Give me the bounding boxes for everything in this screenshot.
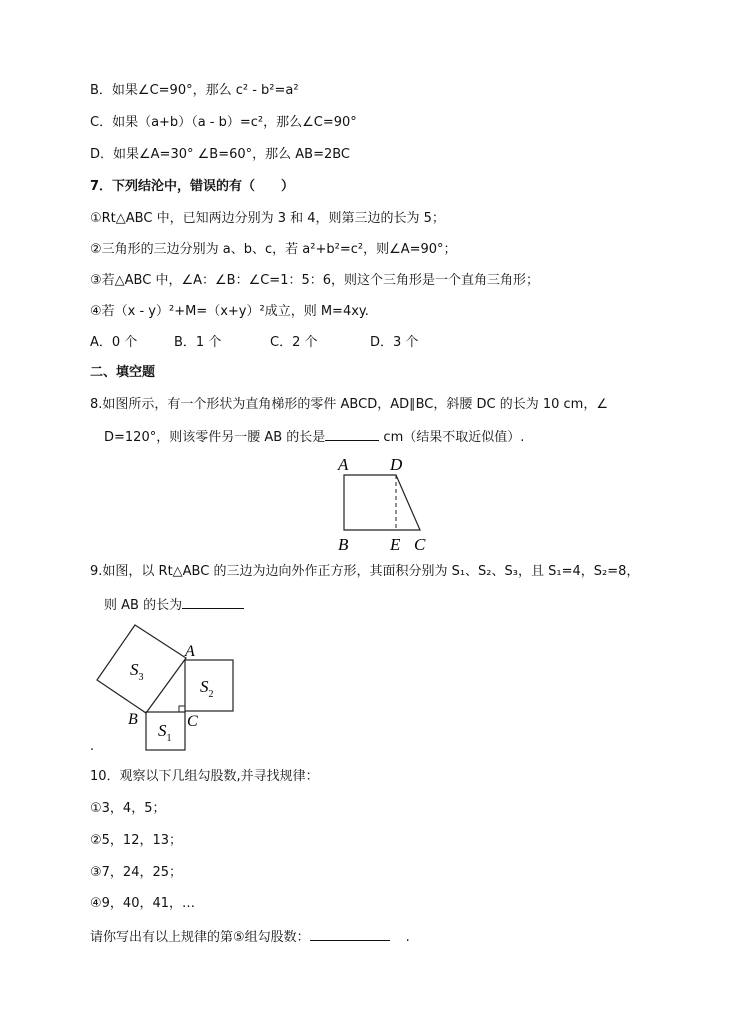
q10-question	[90, 927, 410, 947]
q7-stem: 7．下列结沦中，错误的有（ ）	[90, 179, 295, 194]
q7-statement-3: ③若△ABC 中，∠A：∠B：∠C=1：5：6，则这个三角形是一个直角三角形；	[90, 273, 540, 288]
square-s2	[185, 660, 233, 711]
right-angle-marker	[179, 706, 185, 712]
q10-row-4: ④9，40，41，…	[90, 896, 196, 911]
label-s2: $S_2$	[200, 677, 214, 700]
label-s1: $S_1$	[158, 721, 172, 744]
q7-statement-4: ④若（x - y）²+M=（x+y）²成立，则 M=4xy.	[90, 304, 369, 319]
q7-option-b: B．1 个	[174, 335, 222, 350]
q8-answer-blank[interactable]	[325, 427, 379, 441]
q8-line-1: 8.如图所示，有一个形状为直角梯形的零件 ABCD，AD∥BC，斜腰 DC 的长为 10 cm，∠	[90, 397, 609, 412]
label-b: B	[128, 711, 138, 728]
label-c: C	[187, 713, 198, 730]
label-c: C	[414, 535, 426, 554]
q9-line-1: 9.如图，以 Rt△ABC 的三边为边向外作正方形，其面积分别为 S₁、S₂、S₃，且 S₁=4，S₂=8，	[90, 564, 640, 579]
q7-statement-1: ①Rt△ABC 中，已知两边分别为 3 和 4，则第三边的长为 5；	[90, 211, 445, 226]
q8-line-2-text: D=120°，则该零件另一腰 AB 的长是	[104, 430, 326, 445]
section-title: 二、填空题	[90, 365, 156, 380]
q9-line-2	[104, 595, 244, 615]
q8-line-2	[104, 427, 524, 447]
q9-line-2-text: 则 AB 的长为	[104, 598, 183, 613]
squares-figure	[88, 620, 248, 755]
label-e: E	[390, 535, 401, 554]
q7-option-d: D．3 个	[370, 335, 419, 350]
q10-row-3: ③7，24，25；	[90, 865, 183, 880]
q10-row-2: ②5，12，13；	[90, 833, 183, 848]
q7-statement-2: ②三角形的三边分别为 a、b、c，若 a²+b²=c²，则∠A=90°；	[90, 242, 457, 257]
square-s3	[97, 625, 186, 713]
q9-answer-blank[interactable]	[182, 595, 244, 609]
q6-option-d: D．如果∠A=30° ∠B=60°，那么 AB=2BC	[90, 147, 351, 162]
label-a: A	[185, 643, 195, 660]
label-d: D	[390, 455, 403, 474]
q7-option-a: A．0 个	[90, 335, 138, 350]
trapezoid-figure	[330, 450, 440, 555]
q10-question-text: 请你写出有以上规律的第⑤组勾股数：	[90, 930, 310, 945]
q7-option-c: C．2 个	[270, 335, 318, 350]
label-a: A	[338, 455, 349, 474]
q10-question-end: .	[405, 930, 410, 945]
trapezoid-shape	[344, 475, 420, 530]
label-s3: $S_3$	[130, 660, 144, 683]
label-b: B	[338, 535, 349, 554]
q10-answer-blank[interactable]	[310, 927, 390, 941]
q9-trailing-dot: .	[90, 739, 95, 754]
q10-row-1: ①3，4，5；	[90, 801, 166, 816]
q6-option-b: B．如果∠C=90°，那么 c² - b²=a²	[90, 83, 299, 98]
q6-option-c: C．如果（a+b）（a - b）=c²，那么∠C=90°	[90, 115, 357, 130]
q10-stem: 10．观察以下几组勾股数,并寻找规律：	[90, 769, 319, 784]
q8-line-2-tail: cm（结果不取近似值）.	[379, 430, 525, 445]
